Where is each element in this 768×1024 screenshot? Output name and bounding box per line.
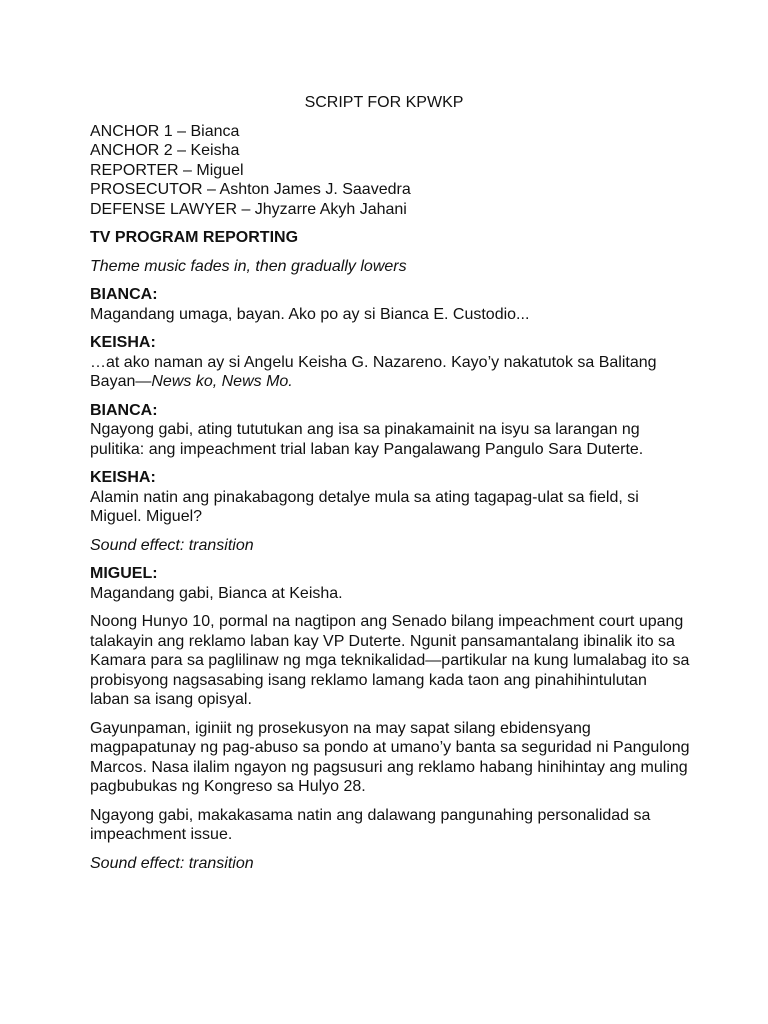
cast-item-anchor-2: ANCHOR 2 – Keisha: [90, 142, 240, 159]
speaker-miguel: MIGUEL:: [90, 565, 158, 582]
dialogue-line: Magandang gabi, Bianca at Keisha.: [90, 584, 343, 602]
cast-item-prosecutor: PROSECUTOR – Ashton James J. Saavedra: [90, 181, 411, 198]
document-body: [90, 93, 690, 873]
dialogue-line: Alamin natin ang pinakabagong detalye mula sa ating tagapag-ulat sa field, si Miguel. Miguel?: [90, 488, 639, 525]
speaker-bianca: BIANCA:: [90, 286, 158, 303]
dialogue-paragraph: Ngayong gabi, makakasama natin ang dalawang pangunahing personalidad sa impeachment issue.: [90, 806, 651, 843]
section-heading: TV PROGRAM REPORTING: [90, 229, 299, 246]
dialogue-line: [90, 353, 690, 392]
speaker-keisha: KEISHA:: [90, 334, 156, 351]
dialogue-line: Magandang umaga, bayan. Ako po ay si Bianca E. Custodio...: [90, 305, 530, 323]
dialogue-paragraph: Noong Hunyo 10, pormal na nagtipon ang Senado bilang impeachment court upang talakayin ang reklamo laban kay VP Duterte. Ngunit pansamantalang ibinalik ito sa Kamara para sa paglilinaw ng mga teknikalidad—partikular na kung lumalabag ito sa probisyong nagsasabing isang reklamo lamang kada taon ang pinahihintulutan laban sa isang opisyal.: [90, 613, 690, 708]
dialogue-line: Ngayong gabi, ating tututukan ang isa sa pinakamainit na isyu sa larangan ng pulitika: ang impeachment trial laban kay Pangalawang Pangulo Sara Duterte.: [90, 421, 644, 458]
stage-direction: Sound effect: transition: [90, 854, 254, 872]
document-title: SCRIPT FOR KPWKP: [304, 94, 464, 111]
cast-item-anchor-1: ANCHOR 1 – Bianca: [90, 122, 240, 140]
stage-direction: Theme music fades in, then gradually lowers: [90, 257, 407, 275]
dialogue-paragraph: Gayunpaman, iginiit ng prosekusyon na may sapat silang ebidensyang magpapatunay ng pag-abuso sa pondo at umano’y banta sa seguridad ni Pangulong Marcos. Nasa ilalim ngayon ng pagsusuri ang reklamo habang hinihintay ang muling pagbubukas ng Kongreso sa Hulyo 28.: [90, 719, 690, 795]
dialogue-text: …at ako naman ay si Angelu Keisha G. Nazareno. Kayo’y nakatutok sa Balitang Bayan—: [90, 353, 657, 390]
stage-direction: Sound effect: transition: [90, 536, 254, 554]
cast-item-reporter: REPORTER – Miguel: [90, 161, 244, 179]
cast-item-defense-lawyer: DEFENSE LAWYER – Jhyzarre Akyh Jahani: [90, 200, 407, 218]
speaker-bianca: BIANCA:: [90, 401, 158, 419]
cast-list: [90, 122, 690, 220]
speaker-keisha: KEISHA:: [90, 469, 156, 486]
show-tagline: News ko, News Mo.: [151, 373, 293, 390]
